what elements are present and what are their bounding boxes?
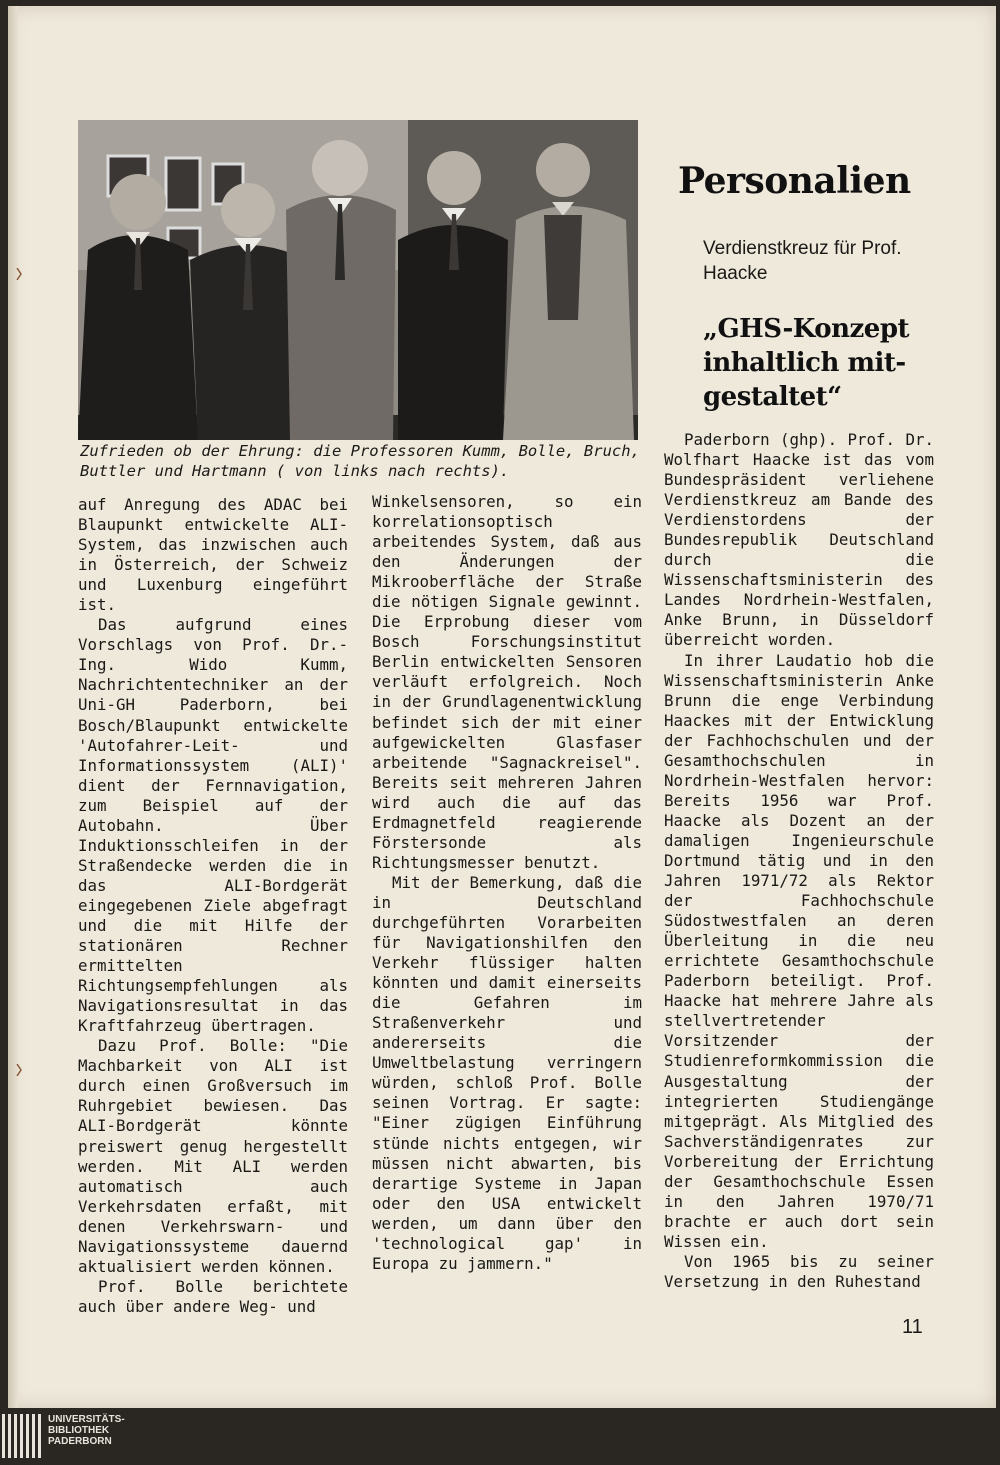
text-column-1 bbox=[78, 495, 348, 1317]
photo-caption: Zufrieden ob der Ehrung: die Professoren Kumm, Bolle, Bruch, Buttler und Hartmann ( von links nach rechts). bbox=[80, 442, 640, 480]
paragraph: Winkelsensoren, so ein korrelationsoptisch arbeitendes System, daß aus den Änderungen der Mikrooberfläche der Straße die nötigen Signale gewinnt. Die Erprobung dieser vom Bosch Forschungsinstitut Berlin entwickelten Sensoren verläuft erfolgreich. Noch in der Grundlagenentwicklung befindet sich der mit einer aufgewickelten Glasfaser arbeitende "Sagnackreisel". Bereits seit mehreren Jahren wird auch die auf das Erdmagnetfeld reagierende Förstersonde als Richtungsmesser benutzt. bbox=[372, 492, 642, 872]
page-spine-shadow bbox=[8, 6, 18, 1408]
page-number: 11 bbox=[902, 1316, 923, 1338]
paragraph: auf Anregung des ADAC bei Blaupunkt entwickelte ALI-System, das inzwischen auch in Österreich, der Schweiz und Luxenburg eingeführt ist. bbox=[78, 495, 348, 615]
punch-mark-icon bbox=[16, 1064, 22, 1076]
library-name: UNIVERSITÄTS- BIBLIOTHEK PADERBORN bbox=[48, 1414, 125, 1447]
text-column-3 bbox=[664, 430, 934, 1292]
paragraph: In ihrer Laudatio hob die Wissenschaftsministerin Anke Brunn die enge Verbindung Haackes mit der Entwicklung der Fachhochschulen und der Gesamthochschulen in Nordrhein-Westfalen hervor: Bereits 1956 war Prof. Haacke als Dozent an der damaligen Ingenieurschule Dortmund tätig und in den Jahren 1971/72 als Rektor der Fachhochschule Südostwestfalen an deren Überleitung in die neu errichtete Gesamthochschule Paderborn beteiligt. Prof. Haacke hat mehrere Jahre als stellvertretender Vorsitzender der Studienreformkommission die Ausgestaltung der integrierten Studiengänge mitgeprägt. Als Mitglied des Sachverständigenrates zur Vorbereitung der Errichtung der Gesamthochschule Essen in den Jahren 1970/71 brachte er auch dort sein Wissen ein. bbox=[664, 650, 934, 1251]
photo-icon bbox=[78, 120, 638, 440]
punch-mark-icon bbox=[16, 268, 22, 280]
paragraph: Dazu Prof. Bolle: "Die Machbarkeit von ALI ist durch einen Großversuch im Ruhrgebiet bewiesen. Das ALI-Bordgerät könnte preiswert genug hergestellt werden. Mit ALI werden automatisch auch Verkehrsdaten erfaßt, mit denen Verkehrswarn- und Navigationssysteme dauernd aktualisiert werden können. bbox=[78, 1036, 348, 1276]
paragraph: Das aufgrund eines Vorschlags von Prof. Dr.-Ing. Wido Kumm, Nachrichtentechniker an der Uni-GH Paderborn, bei Bosch/Blaupunkt entwickelte 'Autofahrer-Leit- und Informationssystem (ALI)' dient der Fernnavigation, zum Beispiel auf der Autobahn. Über Induktionsschleifen in der Straßendecke werden die in das ALI-Bordgerät eingegebenen Ziele abgefragt und die mit Hilfe der stationären Rechner ermittelten Richtungsempfehlungen als Navigationsresultat in das Kraftfahrzeug übertragen. bbox=[78, 615, 348, 1036]
paragraph: Paderborn (ghp). Prof. Dr. Wolfhart Haacke ist das vom Bundespräsident verliehene Verdienstkreuz am Bande des Verdienstordens der Bundesrepublik Deutschland durch die Wissenschaftsministerin des Landes Nordrhein-Westfalen, Anke Brunn, in Düsseldorf überreicht worden. bbox=[664, 430, 934, 650]
article-headline: „GHS-Konzept inhaltlich mit-gestaltet“ bbox=[703, 314, 910, 412]
paragraph: Prof. Bolle berichtete auch über andere Weg- und bbox=[78, 1276, 348, 1316]
paragraph: Mit der Bemerkung, daß die in Deutschland durchgeführten Vorarbeiten für Navigationshilfen den Verkehr flüssiger halten könnten und damit einerseits die Gefahren im Straßenverkehr und andererseits die Umweltbelastung verringern würden, schloß Prof. Bolle seinen Vortrag. Er sagte: "Einer zügigen Einführung stünde nichts entgegen, wir müssen nicht abwarten, bis derartige Systeme in Japan oder den USA entwickelt werden, um dann über den 'technological gap' in Europa zu jammern." bbox=[372, 872, 642, 1273]
section-title: Personalien bbox=[678, 160, 911, 202]
library-logo-icon bbox=[2, 1414, 44, 1458]
text-column-2 bbox=[372, 492, 642, 1274]
group-photo bbox=[78, 120, 638, 440]
paragraph: Von 1965 bis zu seiner Versetzung in den Ruhestand bbox=[664, 1251, 934, 1291]
article-subtitle: Verdienstkreuz für Prof. Haacke bbox=[703, 238, 902, 284]
scan-footer bbox=[0, 1408, 1000, 1465]
